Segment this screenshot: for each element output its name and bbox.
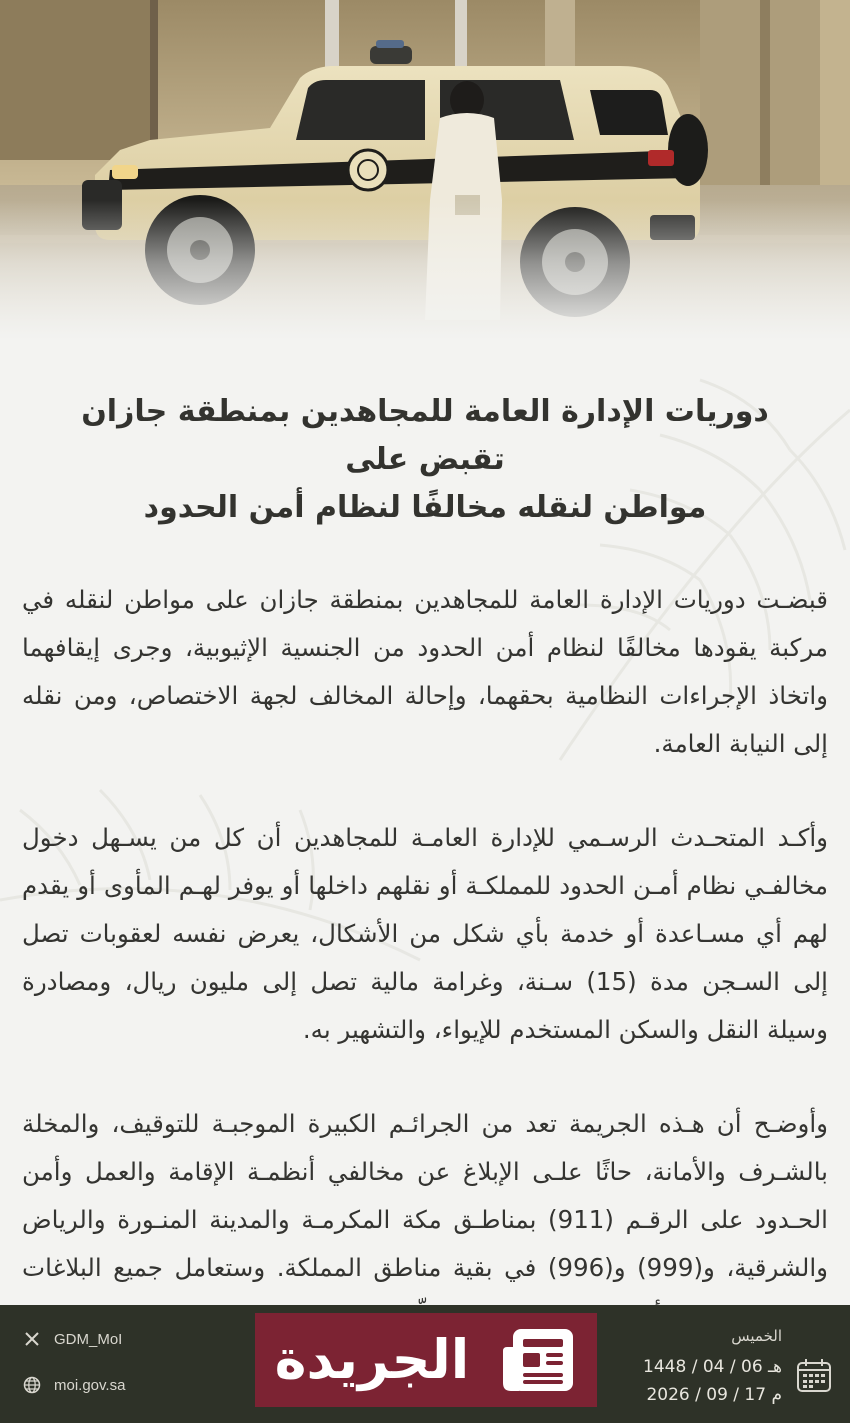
day-label: الخميس	[731, 1327, 782, 1345]
calendar-icon	[796, 1357, 832, 1393]
website-link[interactable]	[22, 1375, 125, 1395]
x-handle: GDM_MoI	[54, 1330, 123, 1348]
gregorian-date: 2026 / 09 / 17 م	[646, 1385, 782, 1405]
headline-line-2: مواطن لنقله مخالفًا لنظام أمن الحدود	[143, 490, 707, 525]
x-logo-icon	[22, 1329, 42, 1349]
logo-wordmark: الجريدة	[274, 1328, 470, 1391]
patrol-vehicle-photo	[0, 0, 850, 340]
x-link[interactable]	[22, 1329, 122, 1349]
hijri-date: 1448 / 04 / 06 هـ	[643, 1357, 782, 1377]
article-headline	[22, 388, 828, 532]
news-photo	[0, 0, 850, 340]
aljarida-logo	[255, 1313, 597, 1407]
headline-line-1: دوريات الإدارة العامة للمجاهدين بمنطقة جازان تقبض على	[81, 394, 769, 477]
newspaper-icon	[499, 1325, 577, 1395]
date-block	[632, 1323, 832, 1413]
social-links	[22, 1327, 222, 1407]
website-url: moi.gov.sa	[54, 1376, 126, 1394]
article-paragraph-3: وأوضـح أن هـذه الجريمة تعد من الجرائـم الكبيرة الموجبـة للتوقيف، والمخلة بالشـرف والأمانة، حاثًا علـى الإبلاغ عن مخالفي أنظمـة الإقامة والعمل وأمن الحـدود على الرقـم (911) بمناطـق مكة المكرمـة والمدينة المنـورة والرياض والشرقية، و(999) و(996) في بقية مناطق المملكة. وستعامل جميع البلاغات	[22, 1109, 828, 1282]
globe-icon	[22, 1375, 42, 1395]
article-paragraph-1: قبضـت دوريات الإدارة العامة للمجاهدين بمنطقة جازان على مواطن لنقله في مركبة يقودها مخالفًا لنظام أمن الحدود من الجنسية الإثيوبية، وجرى إيقافهما واتخاذ الإجراءات النظامية بحقهما، وإحالة المخالف لجهة الاختصاص، ومن نقله إلى النيابة العامة.	[22, 585, 828, 758]
article-body	[22, 388, 828, 1391]
article-paragraph-2: وأكـد المتحـدث الرسـمي للإدارة العامـة للمجاهدين أن كل من يسـهل دخول مخالفـي نظام أمـن الحدود للمملكـة أو نقلهم داخلها أو يوفر لهـم المأوى أو يقدم لهم أي مسـاعدة أو خدمة بأي شكل من الأشكال، يعرض نفسه لعقوبات تصل إلى السـجن مدة (15) سـنة، وغرامة مالية تصل إلى مليون ريال، ومصادرة وسيلة النقل والسكن المستخدم للإيواء، والتشهير به.	[22, 823, 828, 1044]
